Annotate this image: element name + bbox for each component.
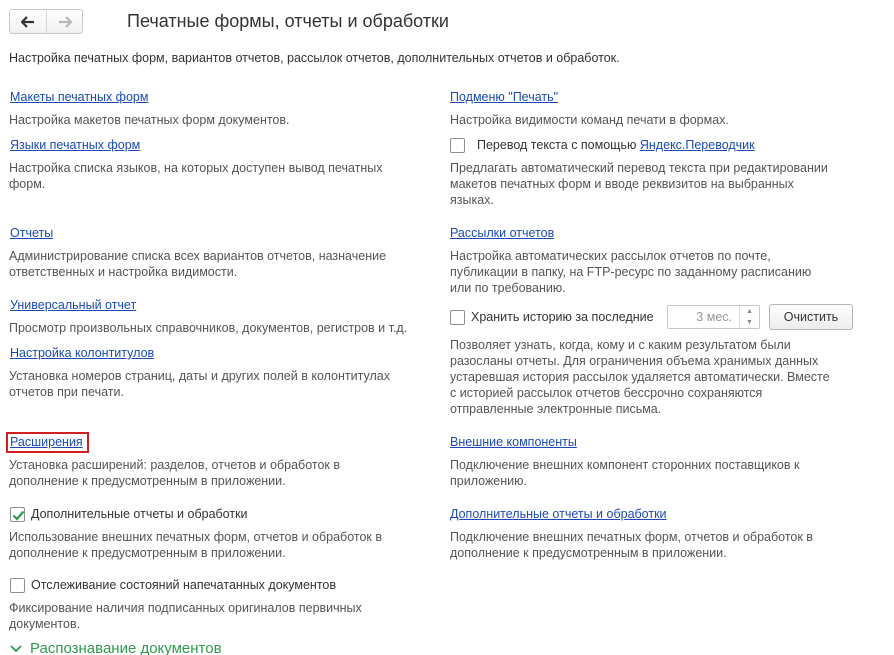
history-desc-line3: устаревшая история рассылок удаляется автоматически. Вместе xyxy=(450,370,830,384)
history-desc-line1: Позволяет узнать, когда, кому и с каким результатом были xyxy=(450,338,791,352)
keep-history-checkbox[interactable] xyxy=(450,310,465,325)
group-label: Распознавание документов xyxy=(30,640,222,655)
reports-desc-line2: ответственных и настройка видимости. xyxy=(9,265,238,279)
back-button[interactable] xyxy=(10,10,46,33)
tracking-desc-line2: документов. xyxy=(9,617,81,631)
top-bar xyxy=(0,0,894,44)
headers-footers-desc-line2: отчетов при печати. xyxy=(9,385,124,399)
additional-reports-desc-line1: Использование внешних печатных форм, отчетов и обработок в xyxy=(9,530,383,544)
navigation-buttons xyxy=(9,9,83,34)
languages-desc-line2: форм. xyxy=(9,177,46,191)
print-submenu-desc: Настройка видимости команд печати в формах. xyxy=(450,113,729,127)
yandex-translator-link[interactable]: Яндекс.Переводчик xyxy=(639,138,755,152)
extensions-desc-line1: Установка расширений: разделов, отчетов и обработок в xyxy=(9,458,340,472)
extensions-link[interactable]: Расширения xyxy=(10,435,83,449)
translate-desc-line2: макетов печатных форм и вводе реквизитов на выбранных xyxy=(450,177,794,191)
additional-reports-checkbox[interactable] xyxy=(10,507,25,522)
translate-desc-line1: Предлагать автоматический перевод текста при редактировании xyxy=(450,161,828,175)
additional-reports-checkbox-label[interactable]: Дополнительные отчеты и обработки xyxy=(31,507,248,521)
translate-checkbox[interactable] xyxy=(450,138,465,153)
print-submenu-link[interactable]: Подменю "Печать" xyxy=(450,90,559,104)
report-mailing-link[interactable]: Рассылки отчетов xyxy=(450,226,555,240)
arrow-right-icon xyxy=(58,16,72,28)
keep-history-checkbox-label[interactable]: Хранить историю за последние xyxy=(471,310,654,324)
languages-link[interactable]: Языки печатных форм xyxy=(10,138,141,152)
reports-desc-line1: Администрирование списка всех вариантов отчетов, назначение xyxy=(9,249,387,263)
history-period-spinner[interactable] xyxy=(739,306,759,328)
page-title: Печатные формы, отчеты и обработки xyxy=(127,11,449,31)
history-period-input[interactable] xyxy=(667,305,760,329)
additional-reports-right-desc-line2: дополнение к предусмотренным в приложении. xyxy=(450,546,727,560)
layouts-link[interactable]: Макеты печатных форм xyxy=(10,90,149,104)
checkmark-icon xyxy=(11,508,26,523)
tracking-checkbox[interactable] xyxy=(10,578,25,593)
spin-up-icon[interactable]: ▲ xyxy=(746,308,753,315)
universal-report-desc: Просмотр произвольных справочников, документов, регистров и т.д. xyxy=(9,321,408,335)
document-recognition-group[interactable] xyxy=(10,640,222,655)
report-mailing-desc-line3: или по требованию. xyxy=(450,281,566,295)
report-mailing-desc-line2: публикации в папку, на FTP-ресурс по заданному расписанию xyxy=(450,265,812,279)
additional-reports-desc-line2: дополнение к предусмотренным в приложении. xyxy=(9,546,286,560)
page-intro: Настройка печатных форм, вариантов отчетов, рассылок отчетов, дополнительных отчетов и обработок. xyxy=(9,51,620,65)
tracking-checkbox-label[interactable]: Отслеживание состояний напечатанных документов xyxy=(31,578,336,592)
report-mailing-desc-line1: Настройка автоматических рассылок отчетов по почте, xyxy=(450,249,771,263)
translate-desc-line3: языках. xyxy=(450,193,494,207)
layouts-desc: Настройка макетов печатных форм документов. xyxy=(9,113,290,127)
clear-button[interactable]: Очистить xyxy=(769,304,853,330)
arrow-left-icon xyxy=(21,16,35,28)
tracking-desc-line1: Фиксирование наличия подписанных оригиналов первичных xyxy=(9,601,362,615)
external-components-desc-line2: приложению. xyxy=(450,474,527,488)
translate-checkbox-label[interactable]: Перевод текста с помощью Яндекс.Переводчик xyxy=(477,138,755,152)
external-components-desc-line1: Подключение внешних компонент сторонних поставщиков к xyxy=(450,458,800,472)
history-desc-line4: с историей рассылок отчетов бессрочно сохраняются xyxy=(450,386,763,400)
extensions-desc-line2: дополнение к предусмотренным в приложении. xyxy=(9,474,286,488)
chevron-down-icon xyxy=(10,645,22,653)
additional-reports-right-desc-line1: Подключение внешних печатных форм, отчетов и обработок в xyxy=(450,530,813,544)
languages-desc-line1: Настройка списка языков, на которых доступен вывод печатных xyxy=(9,161,383,175)
additional-reports-link[interactable]: Дополнительные отчеты и обработки xyxy=(450,507,667,521)
headers-footers-desc-line1: Установка номеров страниц, даты и других полей в колонтитулах xyxy=(9,369,390,383)
spin-down-icon[interactable]: ▼ xyxy=(746,319,753,326)
history-desc-line5: отправленные электронные письма. xyxy=(450,402,662,416)
external-components-link[interactable]: Внешние компоненты xyxy=(450,435,577,449)
reports-link[interactable]: Отчеты xyxy=(10,226,54,240)
history-desc-line2: разосланы отчеты. Для ограничения объема хранимых данных xyxy=(450,354,819,368)
universal-report-link[interactable]: Универсальный отчет xyxy=(10,298,137,312)
history-period-value: 3 мес. xyxy=(696,310,732,324)
headers-footers-link[interactable]: Настройка колонтитулов xyxy=(10,346,155,360)
forward-button[interactable] xyxy=(46,10,82,33)
